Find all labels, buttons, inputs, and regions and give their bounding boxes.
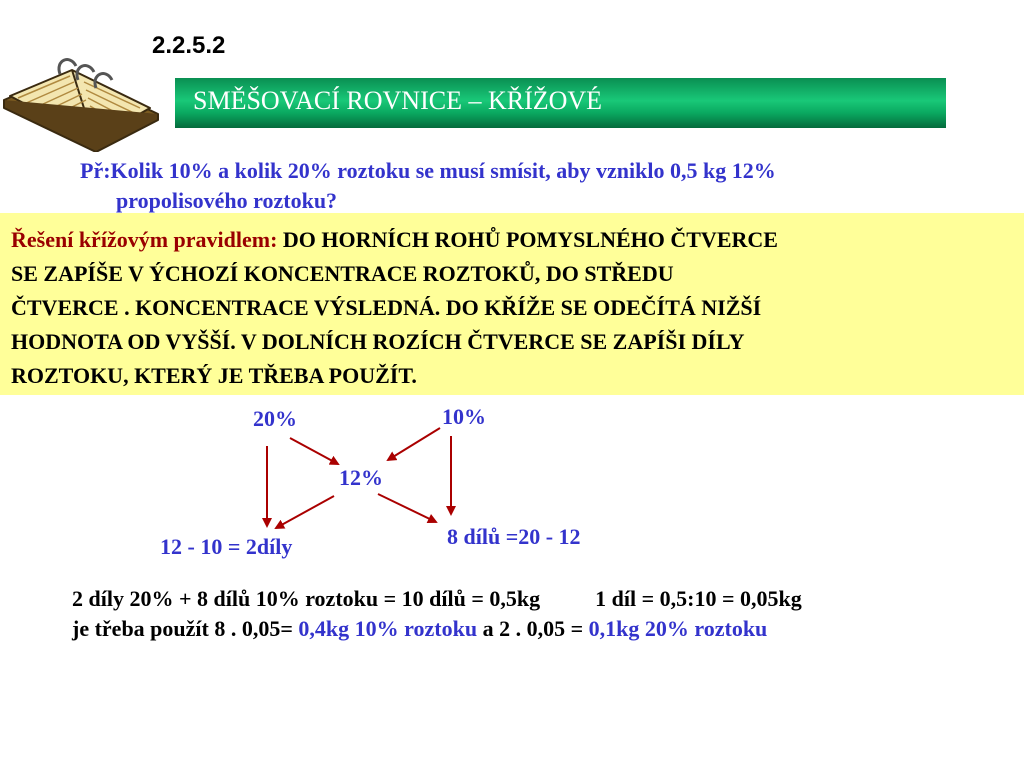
- diagram-top-left: 20%: [253, 406, 297, 431]
- slide-title: SMĚŠOVACÍ ROVNICE – KŘÍŽOVÉ: [193, 86, 603, 115]
- problem-statement: [80, 156, 1010, 216]
- arrow-10-to-12: [388, 428, 440, 460]
- arrow-20-to-12: [290, 438, 338, 464]
- rule-box: [0, 213, 1024, 395]
- equation-line-1: [72, 584, 1022, 614]
- book-icon: [0, 52, 162, 152]
- rule-line-3: ČTVERCE . KONCENTRACE VÝSLEDNÁ. DO KŘÍŽE SE ODEČÍTÁ NIŽŠÍ: [11, 295, 762, 320]
- diagram-top-right: 10%: [442, 404, 486, 429]
- diagram-bottom-right: 8 dílů =20 - 12: [447, 524, 581, 549]
- slide-number: 2.2.5.2: [152, 32, 226, 59]
- rule-line-2: SE ZAPÍŠE V ÝCHOZÍ KONCENTRACE ROZTOKŮ, DO STŘEDU: [11, 261, 674, 286]
- rule-line-1: DO HORNÍCH ROHŮ POMYSLNÉHO ČTVERCE: [282, 227, 778, 252]
- equation-block: [72, 584, 1022, 644]
- rule-line-5: ROZTOKU, KTERÝ JE TŘEBA POUŽÍT.: [11, 363, 417, 388]
- rule-line-4: HODNOTA OD VYŠŠÍ. V DOLNÍCH ROZÍCH ČTVERCE SE ZAPÍŠI DÍLY: [11, 329, 745, 354]
- rule-lead: Řešení křížovým pravidlem:: [11, 227, 283, 252]
- diagram-bottom-left: 12 - 10 = 2díly: [160, 534, 293, 559]
- problem-line-1: Př:Kolik 10% a kolik 20% roztoku se musí smísit, aby vzniklo 0,5 kg 12%: [80, 158, 776, 183]
- equation-unit: 1 díl = 0,5:10 = 0,05kg: [595, 586, 802, 611]
- title-bar: [175, 78, 946, 128]
- equation-use-mid: a 2 . 0,05 =: [477, 616, 589, 641]
- result-20-percent: 0,1kg 20% roztoku: [588, 616, 768, 641]
- arrow-12-to-bottom-left: [276, 496, 334, 528]
- equation-line-2: [72, 614, 1022, 644]
- diagram-center: 12%: [339, 465, 383, 490]
- equation-use-prefix: je třeba použít 8 . 0,05=: [72, 616, 299, 641]
- problem-line-2: propolisového roztoku?: [116, 188, 338, 213]
- result-10-percent: 0,4kg 10% roztoku: [298, 616, 478, 641]
- arrow-12-to-bottom-right: [378, 494, 436, 522]
- equation-parts: 2 díly 20% + 8 dílů 10% roztoku = 10 dílů = 0,5kg: [72, 586, 541, 611]
